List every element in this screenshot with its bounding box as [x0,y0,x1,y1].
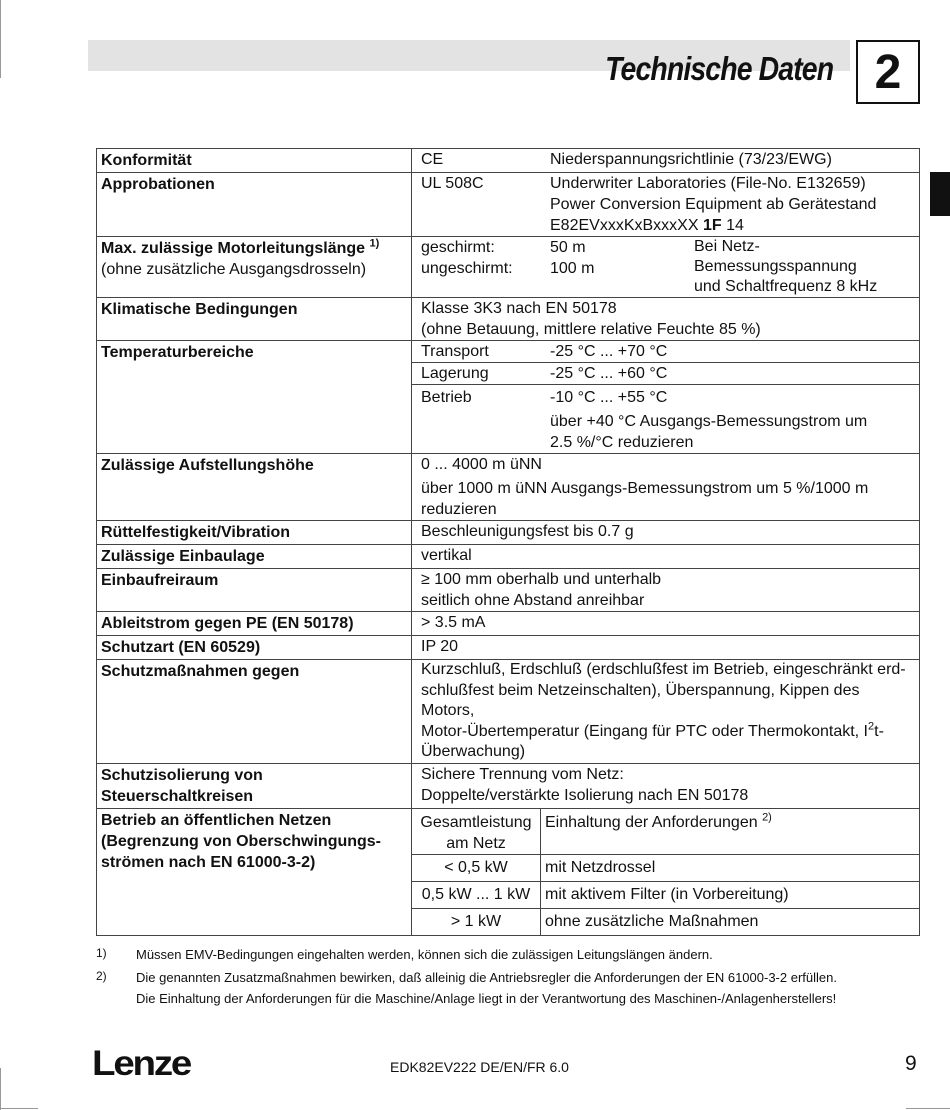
temp-transport: Transport -25 °C ... +70 °C [421,343,668,360]
row-schutzart [97,636,920,660]
chapter-number-box: 2 [856,40,920,104]
temp-lagerung: Lagerung -25 °C ... +60 °C [421,365,668,382]
harmonics-row: < 0,5 kW mit Netzdrossel [412,854,919,881]
crop-mark-bottom-left-h [0,1108,38,1109]
unshielded-label: ungeschirmt: [421,260,513,277]
temp-betrieb: Betrieb -10 °C ... +55 °C über +40 °C Ausgangs-Bemessungstrom um 2.5 %/°C reduzieren [421,389,868,451]
page-number: 9 [905,1052,917,1075]
row-hoehe [97,454,920,521]
value-line: schlußfest beim Netzeinschalten), Überspannung, Kippen des Motors, [421,681,860,719]
row-sublabel: (ohne zusätzliche Ausgangsdrosseln) [101,261,367,278]
harmonics-row: 0,5 kW ... 1 kW mit aktivem Filter (in Vorbereitung) [412,881,919,908]
harmonics-header: Gesamtleistung am Netz Einhaltung der Anforderungen $^{2)}$ [412,809,919,855]
row-schutzisolierung [97,763,920,808]
crop-mark-bottom-left [0,1068,1,1110]
row-label: strömen nach EN 61000-3-2) [101,853,316,871]
footnote-ref: 1) [369,237,380,250]
crop-mark-top-left [0,0,1,78]
value-line: seitlich ohne Abstand anreihbar [421,592,645,609]
value-line: Doppelte/verstärkte Isolierung nach EN 50178 [421,786,749,804]
lenze-logo: Lenze [92,1044,191,1083]
row-klima [97,298,920,341]
shielded-value: 50 m [550,239,586,256]
document-reference: EDK82EV222 DE/EN/FR 6.0 [390,1059,569,1075]
row-ruettel [97,521,920,545]
row-label: Ableitstrom gegen PE (EN 50178) [101,615,354,632]
row-label: Rüttelfestigkeit/Vibration [101,524,291,541]
value-line: Klasse 3K3 nach EN 50178 [421,300,617,317]
row-freiraum [97,569,920,612]
value-line: Kurzschluß, Erdschluß (erdschlußfest im Betrieb, eingeschränkt erd- [421,661,906,678]
value-line: (ohne Betauung, mittlere relative Feuchte 85 %) [421,321,761,338]
row-label: Steuerschaltkreisen [101,787,254,805]
row-label: Schutzmaßnahmen gegen [101,663,300,680]
harmonics-table [412,809,919,936]
value: IP 20 [421,638,459,655]
value-line: Motor-Übertemperatur (Eingang für PTC oder Thermokontakt, $I^2t-$ [421,720,884,740]
row-label: Schutzisolierung von [101,766,263,784]
harmonics-row: > 1 kW ohne zusätzliche Maßnahmen [412,908,919,935]
row-temperatur [97,341,920,454]
note-line: Bei Netz-Bemessungsspannung [694,238,857,275]
row-label: Konformität [101,152,192,169]
row-label: Klimatische Bedingungen [101,301,298,318]
row-konformitaet [97,149,920,173]
value-line: Power Conversion Equipment ab Gerätestand [550,196,877,213]
shielded-label: geschirmt: [421,239,495,256]
crop-mark-bottom-right-h [906,1108,950,1109]
row-approbationen [97,173,920,237]
code: CE [421,151,444,168]
value: vertikal [421,547,472,564]
value-line: Underwriter Laboratories (File-No. E132659) [550,175,866,192]
value: Beschleunigungsfest bis 0.7 g [421,523,634,540]
value: Niederspannungsrichtlinie (73/23/EWG) [550,151,832,168]
row-label: Betrieb an öffentlichen Netzen [101,811,332,829]
row-label: (Begrenzung von Oberschwingungs- [101,832,382,850]
value-line: E82EVxxxKxBxxxXX 1F 14 [550,217,744,234]
value-line: über 1000 m üNN Ausgangs-Bemessungstrom um 5 %/1000 m [421,480,869,497]
value: > 3.5 mA [421,614,486,631]
row-schutzmassnahmen [97,660,920,764]
note-line: und Schaltfrequenz 8 kHz [694,278,878,295]
value-line: reduzieren [421,501,497,518]
row-motorleitung [97,237,920,298]
chapter-thumb-tab [930,172,950,216]
row-label: Zulässige Aufstellungshöhe [101,457,314,474]
row-label: Temperaturbereiche [101,344,254,361]
code: UL 508C [421,175,484,192]
footnote-ref: 2) [762,811,772,824]
unshielded-value: 100 m [550,260,595,277]
row-label: Einbaufreiraum [101,572,219,589]
row-einbaulage [97,545,920,569]
value-line: Überwachung) [421,743,526,760]
row-label: Approbationen [101,176,215,193]
row-ableitstrom [97,612,920,636]
value-line: ≥ 100 mm oberhalb und unterhalb [421,571,662,588]
page-title: Technische Daten [604,50,833,87]
technical-data-table [96,148,920,936]
row-label: Schutzart (EN 60529) [101,639,261,656]
row-oeffentliche-netze [97,808,920,936]
row-label: Max. zulässige Motorleitungslänge [101,240,366,257]
value-line: 0 ... 4000 m üNN [421,456,542,473]
row-label: Zulässige Einbaulage [101,548,265,565]
value-line: Sichere Trennung vom Netz: [421,765,624,783]
